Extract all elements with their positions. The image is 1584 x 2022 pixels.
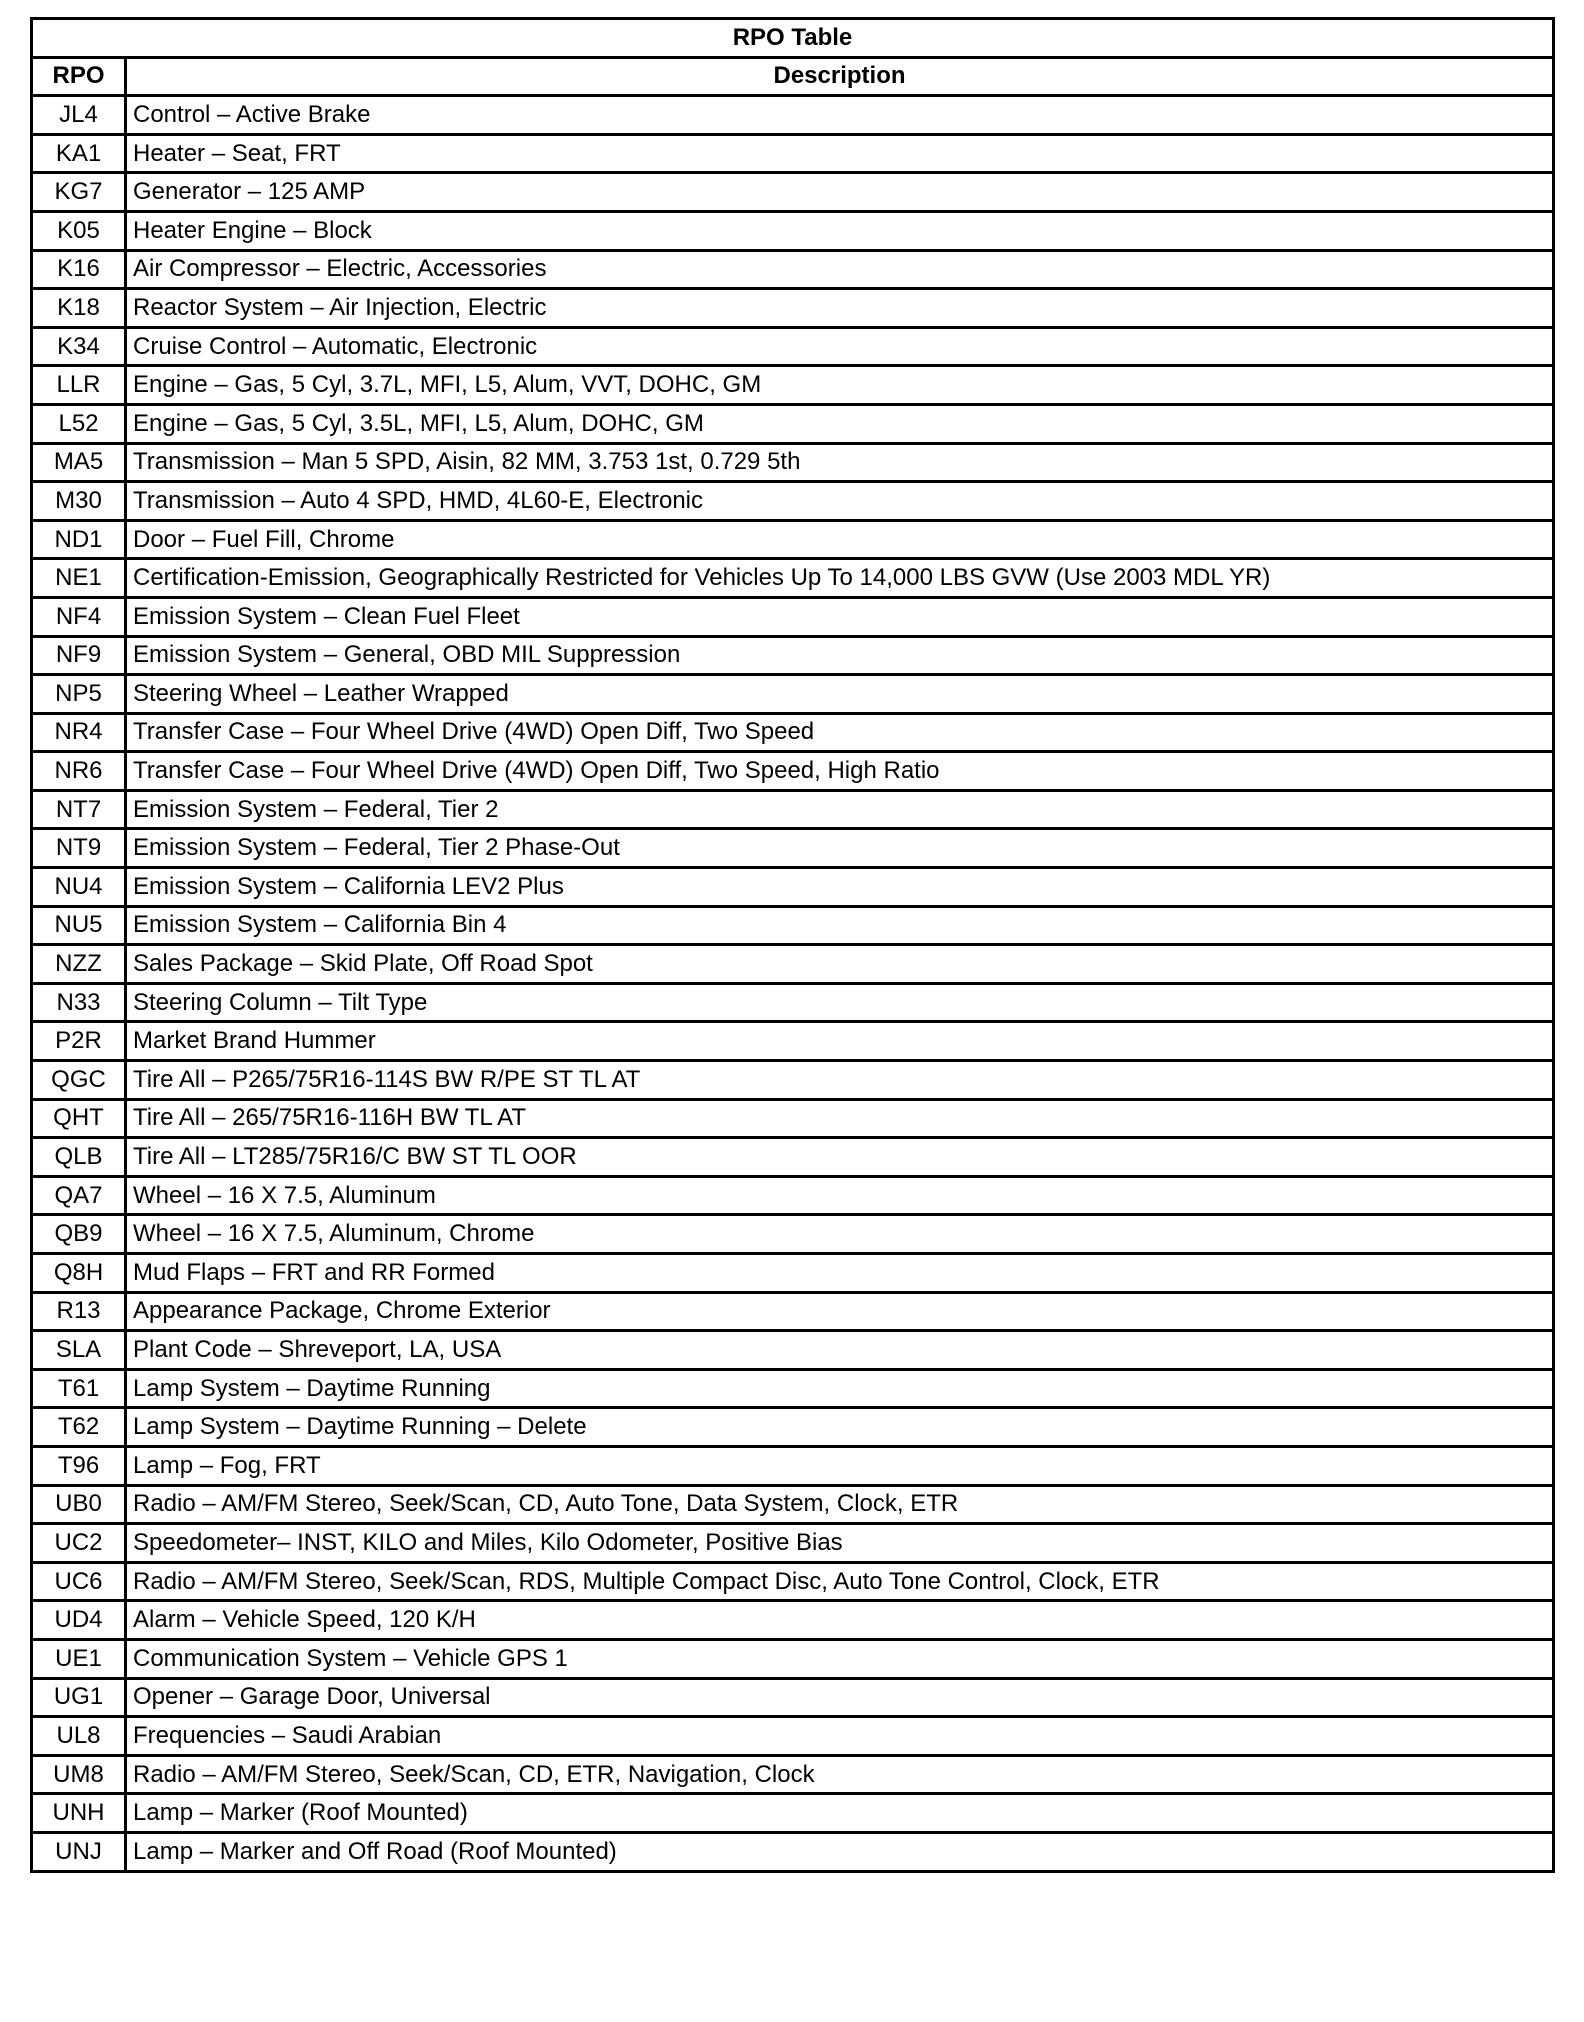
rpo-code-cell: QHT — [32, 1099, 126, 1138]
rpo-description-cell: Emission System – General, OBD MIL Suppression — [126, 636, 1554, 675]
rpo-code-cell: QLB — [32, 1138, 126, 1177]
table-row — [32, 1755, 1554, 1794]
table-row — [32, 173, 1554, 212]
table-row — [32, 250, 1554, 289]
table-row — [32, 636, 1554, 675]
table-row — [32, 1022, 1554, 1061]
table-row — [32, 443, 1554, 482]
rpo-code-cell: NT9 — [32, 829, 126, 868]
table-row — [32, 752, 1554, 791]
table-row — [32, 1562, 1554, 1601]
rpo-code-cell: T61 — [32, 1369, 126, 1408]
rpo-description-cell: Tire All – 265/75R16-116H BW TL AT — [126, 1099, 1554, 1138]
table-row — [32, 1794, 1554, 1833]
rpo-code-cell: K05 — [32, 211, 126, 250]
rpo-code-cell: K34 — [32, 327, 126, 366]
rpo-code-cell: LLR — [32, 366, 126, 405]
rpo-description-cell: Lamp System – Daytime Running — [126, 1369, 1554, 1408]
table-row — [32, 1331, 1554, 1370]
rpo-description-cell: Mud Flaps – FRT and RR Formed — [126, 1254, 1554, 1293]
rpo-code-cell: M30 — [32, 482, 126, 521]
table-row — [32, 520, 1554, 559]
rpo-code-cell: KG7 — [32, 173, 126, 212]
table-row — [32, 790, 1554, 829]
table-row — [32, 134, 1554, 173]
rpo-code-cell: QGC — [32, 1061, 126, 1100]
rpo-code-cell: K18 — [32, 289, 126, 328]
table-row — [32, 597, 1554, 636]
rpo-code-cell: ND1 — [32, 520, 126, 559]
rpo-description-cell: Steering Wheel – Leather Wrapped — [126, 675, 1554, 714]
table-row — [32, 1099, 1554, 1138]
rpo-description-cell: Lamp – Marker and Off Road (Roof Mounted) — [126, 1832, 1554, 1871]
rpo-description-cell: Wheel – 16 X 7.5, Aluminum, Chrome — [126, 1215, 1554, 1254]
rpo-description-cell: Engine – Gas, 5 Cyl, 3.5L, MFI, L5, Alum, DOHC, GM — [126, 404, 1554, 443]
table-row — [32, 404, 1554, 443]
rpo-code-cell: NU4 — [32, 868, 126, 907]
rpo-description-cell: Door – Fuel Fill, Chrome — [126, 520, 1554, 559]
rpo-code-cell: UNH — [32, 1794, 126, 1833]
rpo-description-cell: Opener – Garage Door, Universal — [126, 1678, 1554, 1717]
table-row — [32, 713, 1554, 752]
table-row — [32, 1061, 1554, 1100]
table-row — [32, 1369, 1554, 1408]
rpo-code-cell: NF4 — [32, 597, 126, 636]
table-row — [32, 327, 1554, 366]
rpo-description-cell: Emission System – Federal, Tier 2 Phase-Out — [126, 829, 1554, 868]
rpo-description-cell: Lamp – Fog, FRT — [126, 1446, 1554, 1485]
rpo-description-cell: Alarm – Vehicle Speed, 120 K/H — [126, 1601, 1554, 1640]
rpo-description-cell: Emission System – California Bin 4 — [126, 906, 1554, 945]
rpo-description-cell: Engine – Gas, 5 Cyl, 3.7L, MFI, L5, Alum, VVT, DOHC, GM — [126, 366, 1554, 405]
rpo-description-cell: Lamp – Marker (Roof Mounted) — [126, 1794, 1554, 1833]
rpo-code-cell: N33 — [32, 983, 126, 1022]
rpo-description-cell: Emission System – California LEV2 Plus — [126, 868, 1554, 907]
rpo-description-cell: Cruise Control – Automatic, Electronic — [126, 327, 1554, 366]
rpo-description-cell: Transfer Case – Four Wheel Drive (4WD) Open Diff, Two Speed, High Ratio — [126, 752, 1554, 791]
rpo-code-cell: UG1 — [32, 1678, 126, 1717]
rpo-code-cell: UE1 — [32, 1639, 126, 1678]
table-row — [32, 1408, 1554, 1447]
rpo-code-cell: JL4 — [32, 96, 126, 135]
table-row — [32, 906, 1554, 945]
rpo-table — [30, 17, 1555, 1873]
rpo-description-cell: Plant Code – Shreveport, LA, USA — [126, 1331, 1554, 1370]
rpo-code-cell: UC6 — [32, 1562, 126, 1601]
column-header-rpo: RPO — [32, 57, 126, 96]
rpo-code-cell: MA5 — [32, 443, 126, 482]
rpo-code-cell: NU5 — [32, 906, 126, 945]
rpo-description-cell: Certification-Emission, Geographically Restricted for Vehicles Up To 14,000 LBS GVW (Use 2003 MDL YR) — [126, 559, 1554, 598]
rpo-description-cell: Radio – AM/FM Stereo, Seek/Scan, CD, ETR, Navigation, Clock — [126, 1755, 1554, 1794]
table-row — [32, 1639, 1554, 1678]
rpo-code-cell: NR4 — [32, 713, 126, 752]
rpo-code-cell: UM8 — [32, 1755, 126, 1794]
rpo-description-cell: Tire All – LT285/75R16/C BW ST TL OOR — [126, 1138, 1554, 1177]
rpo-code-cell: NZZ — [32, 945, 126, 984]
rpo-code-cell: NT7 — [32, 790, 126, 829]
rpo-code-cell: T96 — [32, 1446, 126, 1485]
rpo-code-cell: UNJ — [32, 1832, 126, 1871]
rpo-description-cell: Radio – AM/FM Stereo, Seek/Scan, RDS, Multiple Compact Disc, Auto Tone Control, Clock, ETR — [126, 1562, 1554, 1601]
rpo-description-cell: Transmission – Auto 4 SPD, HMD, 4L60-E, Electronic — [126, 482, 1554, 521]
rpo-code-cell: K16 — [32, 250, 126, 289]
table-row — [32, 829, 1554, 868]
rpo-description-cell: Emission System – Clean Fuel Fleet — [126, 597, 1554, 636]
rpo-code-cell: UC2 — [32, 1524, 126, 1563]
rpo-code-cell: SLA — [32, 1331, 126, 1370]
rpo-code-cell: KA1 — [32, 134, 126, 173]
table-row — [32, 945, 1554, 984]
table-row — [32, 1176, 1554, 1215]
table-row — [32, 559, 1554, 598]
table-row — [32, 1215, 1554, 1254]
table-row — [32, 1524, 1554, 1563]
table-row — [32, 1485, 1554, 1524]
rpo-description-cell: Communication System – Vehicle GPS 1 — [126, 1639, 1554, 1678]
rpo-description-cell: Radio – AM/FM Stereo, Seek/Scan, CD, Auto Tone, Data System, Clock, ETR — [126, 1485, 1554, 1524]
table-row — [32, 366, 1554, 405]
rpo-description-cell: Speedometer– INST, KILO and Miles, Kilo Odometer, Positive Bias — [126, 1524, 1554, 1563]
rpo-description-cell: Sales Package – Skid Plate, Off Road Spot — [126, 945, 1554, 984]
rpo-description-cell: Heater – Seat, FRT — [126, 134, 1554, 173]
table-body — [32, 96, 1554, 1871]
rpo-description-cell: Transmission – Man 5 SPD, Aisin, 82 MM, 3.753 1st, 0.729 5th — [126, 443, 1554, 482]
table-row — [32, 1601, 1554, 1640]
rpo-description-cell: Control – Active Brake — [126, 96, 1554, 135]
rpo-code-cell: QB9 — [32, 1215, 126, 1254]
rpo-code-cell: L52 — [32, 404, 126, 443]
rpo-description-cell: Air Compressor – Electric, Accessories — [126, 250, 1554, 289]
table-row — [32, 675, 1554, 714]
rpo-description-cell: Transfer Case – Four Wheel Drive (4WD) Open Diff, Two Speed — [126, 713, 1554, 752]
rpo-code-cell: UB0 — [32, 1485, 126, 1524]
rpo-description-cell: Generator – 125 AMP — [126, 173, 1554, 212]
table-title-row — [32, 19, 1554, 58]
rpo-code-cell: T62 — [32, 1408, 126, 1447]
table-row — [32, 96, 1554, 135]
rpo-description-cell: Emission System – Federal, Tier 2 — [126, 790, 1554, 829]
table-header-row — [32, 57, 1554, 96]
table-row — [32, 482, 1554, 521]
table-row — [32, 1832, 1554, 1871]
table-row — [32, 983, 1554, 1022]
table-row — [32, 1254, 1554, 1293]
rpo-description-cell: Heater Engine – Block — [126, 211, 1554, 250]
table-row — [32, 1138, 1554, 1177]
rpo-code-cell: NR6 — [32, 752, 126, 791]
column-header-description: Description — [126, 57, 1554, 96]
rpo-code-cell: UD4 — [32, 1601, 126, 1640]
rpo-description-cell: Frequencies – Saudi Arabian — [126, 1717, 1554, 1756]
rpo-description-cell: Appearance Package, Chrome Exterior — [126, 1292, 1554, 1331]
table-title: RPO Table — [32, 19, 1554, 58]
table-row — [32, 1292, 1554, 1331]
table-row — [32, 211, 1554, 250]
rpo-code-cell: P2R — [32, 1022, 126, 1061]
table-row — [32, 868, 1554, 907]
table-row — [32, 1446, 1554, 1485]
rpo-code-cell: QA7 — [32, 1176, 126, 1215]
rpo-code-cell: UL8 — [32, 1717, 126, 1756]
rpo-code-cell: R13 — [32, 1292, 126, 1331]
rpo-code-cell: NP5 — [32, 675, 126, 714]
rpo-code-cell: NF9 — [32, 636, 126, 675]
rpo-description-cell: Tire All – P265/75R16-114S BW R/PE ST TL AT — [126, 1061, 1554, 1100]
rpo-code-cell: Q8H — [32, 1254, 126, 1293]
table-row — [32, 289, 1554, 328]
rpo-description-cell: Market Brand Hummer — [126, 1022, 1554, 1061]
rpo-code-cell: NE1 — [32, 559, 126, 598]
rpo-description-cell: Wheel – 16 X 7.5, Aluminum — [126, 1176, 1554, 1215]
table-row — [32, 1717, 1554, 1756]
rpo-description-cell: Steering Column – Tilt Type — [126, 983, 1554, 1022]
rpo-description-cell: Reactor System – Air Injection, Electric — [126, 289, 1554, 328]
rpo-description-cell: Lamp System – Daytime Running – Delete — [126, 1408, 1554, 1447]
table-row — [32, 1678, 1554, 1717]
